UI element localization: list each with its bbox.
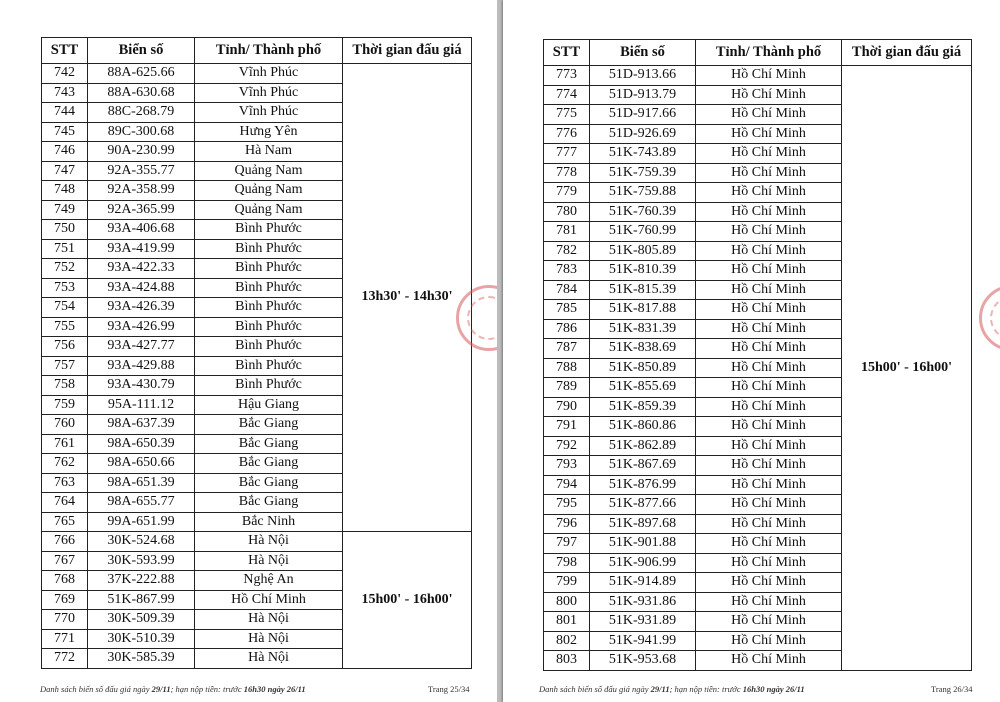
row-plate: 51D-913.66 xyxy=(590,66,696,86)
row-province: Hồ Chí Minh xyxy=(696,573,842,593)
header-time: Thời gian đấu giá xyxy=(343,38,472,64)
row-province: Bình Phước xyxy=(195,337,343,357)
row-stt: 785 xyxy=(544,300,590,320)
header-stt: STT xyxy=(544,40,590,66)
row-province: Hồ Chí Minh xyxy=(696,358,842,378)
row-stt: 789 xyxy=(544,378,590,398)
row-stt: 768 xyxy=(42,571,88,591)
row-plate: 51D-926.69 xyxy=(590,124,696,144)
row-plate: 30K-510.39 xyxy=(88,629,195,649)
row-province: Hồ Chí Minh xyxy=(696,378,842,398)
row-province: Hồ Chí Minh xyxy=(696,475,842,495)
row-plate: 95A-111.12 xyxy=(88,395,195,415)
footer-note xyxy=(539,684,805,694)
row-plate: 51K-953.68 xyxy=(590,651,696,671)
row-province: Bình Phước xyxy=(195,376,343,396)
row-province: Hồ Chí Minh xyxy=(696,222,842,242)
row-plate: 51K-859.39 xyxy=(590,397,696,417)
row-province: Hồ Chí Minh xyxy=(696,163,842,183)
header-province: Tỉnh/ Thành phố xyxy=(696,40,842,66)
row-stt: 756 xyxy=(42,337,88,357)
footer-prefix: Danh sách biển số đấu giá ngày xyxy=(40,684,150,694)
document-page-right xyxy=(503,0,1000,702)
row-plate: 51K-850.89 xyxy=(590,358,696,378)
row-stt: 752 xyxy=(42,259,88,279)
row-stt: 795 xyxy=(544,495,590,515)
row-stt: 775 xyxy=(544,105,590,125)
row-province: Hồ Chí Minh xyxy=(696,553,842,573)
row-stt: 788 xyxy=(544,358,590,378)
row-stt: 786 xyxy=(544,319,590,339)
row-stt: 766 xyxy=(42,532,88,552)
row-plate: 51K-876.99 xyxy=(590,475,696,495)
row-province: Hồ Chí Minh xyxy=(195,590,343,610)
header-stt: STT xyxy=(42,38,88,64)
row-plate: 51K-805.89 xyxy=(590,241,696,261)
row-plate: 90A-230.99 xyxy=(88,142,195,162)
row-plate: 88C-268.79 xyxy=(88,103,195,123)
row-province: Hồ Chí Minh xyxy=(696,241,842,261)
row-stt: 773 xyxy=(544,66,590,86)
row-province: Hà Nội xyxy=(195,532,343,552)
row-stt: 799 xyxy=(544,573,590,593)
row-stt: 787 xyxy=(544,339,590,359)
row-stt: 802 xyxy=(544,631,590,651)
row-stt: 753 xyxy=(42,278,88,298)
row-stt: 771 xyxy=(42,629,88,649)
row-plate: 51K-867.69 xyxy=(590,456,696,476)
row-stt: 803 xyxy=(544,651,590,671)
row-province: Hồ Chí Minh xyxy=(696,417,842,437)
row-stt: 751 xyxy=(42,239,88,259)
row-plate: 93A-429.88 xyxy=(88,356,195,376)
row-plate: 93A-426.39 xyxy=(88,298,195,318)
header-plate: Biển số xyxy=(590,40,696,66)
row-stt: 800 xyxy=(544,592,590,612)
row-plate: 51K-897.68 xyxy=(590,514,696,534)
row-plate: 98A-651.39 xyxy=(88,473,195,493)
row-plate: 98A-650.39 xyxy=(88,434,195,454)
row-plate: 51K-743.89 xyxy=(590,144,696,164)
row-plate: 51K-831.39 xyxy=(590,319,696,339)
row-province: Vĩnh Phúc xyxy=(195,103,343,123)
row-plate: 93A-419.99 xyxy=(88,239,195,259)
row-province: Hồ Chí Minh xyxy=(696,397,842,417)
row-province: Bình Phước xyxy=(195,239,343,259)
row-plate: 93A-406.68 xyxy=(88,220,195,240)
header-plate: Biển số xyxy=(88,38,195,64)
row-stt: 754 xyxy=(42,298,88,318)
row-plate: 93A-426.99 xyxy=(88,317,195,337)
red-seal-stamp xyxy=(979,285,1000,351)
footer-mid: ; hạn nộp tiền: trước xyxy=(669,684,741,694)
row-plate: 51K-860.86 xyxy=(590,417,696,437)
row-plate: 98A-655.77 xyxy=(88,493,195,513)
row-plate: 93A-422.33 xyxy=(88,259,195,279)
row-stt: 755 xyxy=(42,317,88,337)
row-stt: 747 xyxy=(42,161,88,181)
row-stt: 770 xyxy=(42,610,88,630)
row-province: Bình Phước xyxy=(195,278,343,298)
row-province: Hồ Chí Minh xyxy=(696,631,842,651)
row-stt: 779 xyxy=(544,183,590,203)
row-province: Bình Phước xyxy=(195,259,343,279)
row-plate: 51K-759.88 xyxy=(590,183,696,203)
row-plate: 51K-855.69 xyxy=(590,378,696,398)
row-province: Hồ Chí Minh xyxy=(696,436,842,456)
footer-deadline: 16h30 ngày 26/11 xyxy=(243,684,306,694)
row-province: Bắc Giang xyxy=(195,454,343,474)
row-province: Hồ Chí Minh xyxy=(696,592,842,612)
row-plate: 99A-651.99 xyxy=(88,512,195,532)
table-body-right xyxy=(544,66,972,671)
row-stt: 801 xyxy=(544,612,590,632)
row-plate: 30K-585.39 xyxy=(88,649,195,669)
table-row xyxy=(42,532,472,552)
row-plate: 92A-355.77 xyxy=(88,161,195,181)
page-number: Trang 25/34 xyxy=(428,684,470,694)
row-stt: 769 xyxy=(42,590,88,610)
row-province: Hồ Chí Minh xyxy=(696,105,842,125)
row-province: Bắc Ninh xyxy=(195,512,343,532)
table-row xyxy=(42,64,472,84)
footer-prefix: Danh sách biển số đấu giá ngày xyxy=(539,684,649,694)
row-province: Quảng Nam xyxy=(195,181,343,201)
row-plate: 88A-625.66 xyxy=(88,64,195,84)
row-plate: 51D-913.79 xyxy=(590,85,696,105)
row-stt: 790 xyxy=(544,397,590,417)
footer-date: 29/11 xyxy=(650,684,670,694)
row-province: Quảng Nam xyxy=(195,200,343,220)
row-province: Hồ Chí Minh xyxy=(696,319,842,339)
row-province: Hồ Chí Minh xyxy=(696,514,842,534)
row-province: Bắc Giang xyxy=(195,415,343,435)
row-plate: 30K-524.68 xyxy=(88,532,195,552)
row-plate: 51K-862.89 xyxy=(590,436,696,456)
row-province: Hà Nội xyxy=(195,649,343,669)
row-stt: 783 xyxy=(544,261,590,281)
auction-time-slot: 15h00' - 16h00' xyxy=(343,532,472,669)
header-time: Thời gian đấu giá xyxy=(842,40,972,66)
row-stt: 762 xyxy=(42,454,88,474)
row-plate: 93A-427.77 xyxy=(88,337,195,357)
row-stt: 793 xyxy=(544,456,590,476)
row-plate: 51K-760.39 xyxy=(590,202,696,222)
row-province: Hồ Chí Minh xyxy=(696,183,842,203)
row-plate: 51K-941.99 xyxy=(590,631,696,651)
row-province: Bình Phước xyxy=(195,356,343,376)
row-plate: 51K-838.69 xyxy=(590,339,696,359)
row-stt: 765 xyxy=(42,512,88,532)
row-stt: 763 xyxy=(42,473,88,493)
row-province: Bắc Giang xyxy=(195,434,343,454)
row-province: Hà Nam xyxy=(195,142,343,162)
row-stt: 764 xyxy=(42,493,88,513)
row-province: Hà Nội xyxy=(195,610,343,630)
row-province: Nghệ An xyxy=(195,571,343,591)
row-plate: 51K-815.39 xyxy=(590,280,696,300)
row-stt: 776 xyxy=(544,124,590,144)
row-stt: 761 xyxy=(42,434,88,454)
row-stt: 743 xyxy=(42,83,88,103)
row-stt: 781 xyxy=(544,222,590,242)
document-page-left xyxy=(0,0,497,702)
row-stt: 791 xyxy=(544,417,590,437)
row-stt: 797 xyxy=(544,534,590,554)
row-plate: 92A-358.99 xyxy=(88,181,195,201)
row-province: Hà Nội xyxy=(195,629,343,649)
row-plate: 51K-817.88 xyxy=(590,300,696,320)
row-province: Hồ Chí Minh xyxy=(696,534,842,554)
row-stt: 757 xyxy=(42,356,88,376)
row-province: Bình Phước xyxy=(195,317,343,337)
row-stt: 777 xyxy=(544,144,590,164)
row-stt: 746 xyxy=(42,142,88,162)
row-province: Vĩnh Phúc xyxy=(195,83,343,103)
auction-time-slot: 13h30' - 14h30' xyxy=(343,64,472,532)
footer-mid: ; hạn nộp tiền: trước xyxy=(170,684,242,694)
table-row xyxy=(544,66,972,86)
table-body-left xyxy=(42,64,472,669)
footer-date: 29/11 xyxy=(151,684,171,694)
row-province: Hà Nội xyxy=(195,551,343,571)
footer-note xyxy=(40,684,306,694)
row-province: Hưng Yên xyxy=(195,122,343,142)
row-stt: 772 xyxy=(42,649,88,669)
row-plate: 51K-877.66 xyxy=(590,495,696,515)
row-plate: 93A-424.88 xyxy=(88,278,195,298)
row-province: Bình Phước xyxy=(195,220,343,240)
row-stt: 798 xyxy=(544,553,590,573)
row-plate: 37K-222.88 xyxy=(88,571,195,591)
row-stt: 778 xyxy=(544,163,590,183)
row-stt: 796 xyxy=(544,514,590,534)
row-province: Bình Phước xyxy=(195,298,343,318)
auction-time-slot: 15h00' - 16h00' xyxy=(842,66,972,671)
row-plate: 51K-931.89 xyxy=(590,612,696,632)
row-plate: 51K-906.99 xyxy=(590,553,696,573)
row-province: Bắc Giang xyxy=(195,493,343,513)
row-stt: 780 xyxy=(544,202,590,222)
page-number: Trang 26/34 xyxy=(931,684,973,694)
row-province: Hồ Chí Minh xyxy=(696,124,842,144)
row-province: Hồ Chí Minh xyxy=(696,495,842,515)
row-plate: 92A-365.99 xyxy=(88,200,195,220)
row-province: Bắc Giang xyxy=(195,473,343,493)
row-plate: 51K-901.88 xyxy=(590,534,696,554)
row-province: Hồ Chí Minh xyxy=(696,456,842,476)
row-plate: 51K-760.99 xyxy=(590,222,696,242)
row-stt: 784 xyxy=(544,280,590,300)
row-stt: 774 xyxy=(544,85,590,105)
row-province: Quảng Nam xyxy=(195,161,343,181)
footer-deadline: 16h30 ngày 26/11 xyxy=(742,684,805,694)
auction-table-right xyxy=(543,39,972,671)
row-province: Hồ Chí Minh xyxy=(696,339,842,359)
row-province: Hồ Chí Minh xyxy=(696,202,842,222)
row-province: Hồ Chí Minh xyxy=(696,280,842,300)
row-stt: 745 xyxy=(42,122,88,142)
row-province: Hậu Giang xyxy=(195,395,343,415)
header-province: Tỉnh/ Thành phố xyxy=(195,38,343,64)
row-province: Vĩnh Phúc xyxy=(195,64,343,84)
row-province: Hồ Chí Minh xyxy=(696,85,842,105)
row-plate: 51K-914.89 xyxy=(590,573,696,593)
row-stt: 759 xyxy=(42,395,88,415)
table-header-row xyxy=(544,40,972,66)
row-plate: 51K-867.99 xyxy=(88,590,195,610)
row-stt: 782 xyxy=(544,241,590,261)
row-stt: 748 xyxy=(42,181,88,201)
row-stt: 767 xyxy=(42,551,88,571)
row-stt: 760 xyxy=(42,415,88,435)
row-stt: 749 xyxy=(42,200,88,220)
row-province: Hồ Chí Minh xyxy=(696,300,842,320)
auction-table-left xyxy=(41,37,472,669)
row-plate: 51K-931.86 xyxy=(590,592,696,612)
row-province: Hồ Chí Minh xyxy=(696,651,842,671)
row-province: Hồ Chí Minh xyxy=(696,144,842,164)
row-stt: 758 xyxy=(42,376,88,396)
row-plate: 30K-509.39 xyxy=(88,610,195,630)
row-plate: 98A-650.66 xyxy=(88,454,195,474)
row-stt: 792 xyxy=(544,436,590,456)
row-plate: 88A-630.68 xyxy=(88,83,195,103)
row-province: Hồ Chí Minh xyxy=(696,66,842,86)
row-plate: 51K-759.39 xyxy=(590,163,696,183)
row-plate: 51K-810.39 xyxy=(590,261,696,281)
row-stt: 794 xyxy=(544,475,590,495)
row-stt: 744 xyxy=(42,103,88,123)
row-province: Hồ Chí Minh xyxy=(696,261,842,281)
row-province: Hồ Chí Minh xyxy=(696,612,842,632)
row-plate: 30K-593.99 xyxy=(88,551,195,571)
row-plate: 51D-917.66 xyxy=(590,105,696,125)
row-stt: 750 xyxy=(42,220,88,240)
table-header-row xyxy=(42,38,472,64)
row-plate: 89C-300.68 xyxy=(88,122,195,142)
row-stt: 742 xyxy=(42,64,88,84)
row-plate: 98A-637.39 xyxy=(88,415,195,435)
row-plate: 93A-430.79 xyxy=(88,376,195,396)
